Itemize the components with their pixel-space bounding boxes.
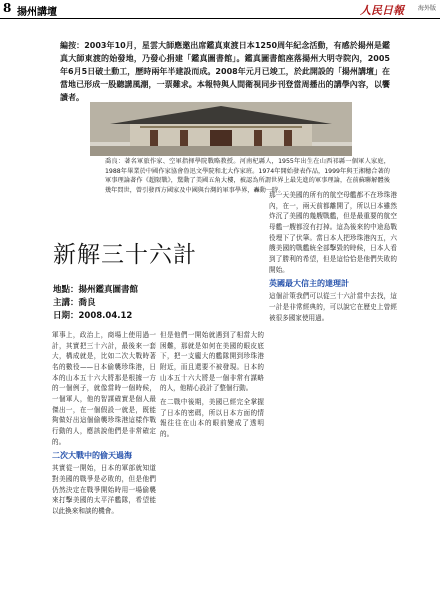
meta-date-value: 2008.04.12 <box>78 311 133 322</box>
author-bio-text: 喬良：著名軍旅作家、空軍指揮學院戰略教授。河南杞縣人，1955年出生在山西祁縣一個軍人家庭，1988年畢業於中國作家協會魯迅文學院和北大作家班。1974年開始發表作品，1999年與王湘穗合著的軍事理論著作《超限戰》，驚動了美國五角大樓，被認為所謂世界上最先進的軍事理論，在前蘇聯解體後幾年問世，曾引發西方國家及中國與台灣的軍事學界，轟動一時。 <box>105 158 390 194</box>
article-meta <box>53 284 138 324</box>
page-number: 8 <box>3 1 12 15</box>
meta-place <box>53 284 138 297</box>
editor-note <box>60 40 390 100</box>
article-column-2 <box>160 330 264 440</box>
column-2-paragraph-2: 在二戰中後期，美國已經完全掌握了日本的密碼，所以日本方面的情報往往在山本的眼前變成了透明的。 <box>160 398 264 439</box>
column-1-paragraph-2: 其實從一開始，日本的軍部就知道對美國的戰爭是必敗的，但是他們仍然決定在戰爭開始時用一場偷襲來打擊美國的太平洋艦隊，希望能以此換來和談的機會。 <box>52 464 156 516</box>
meta-place-value: 揚州鑑真圖書館 <box>78 285 139 295</box>
page-header <box>0 0 440 19</box>
header-rule <box>0 18 440 19</box>
editor-note-text: 編按：2003年10月，星雲大師應邀出席鑑真東渡日本1250周年紀念活動，有感於揚州是鑑真大師東渡的始發地，乃發心捐建「鑑真圖書館」。鑑真圖書館座落揚州大明寺院內，2005年6月5日破土動工，歷時兩年半建設而成。2008年元月已竣工，於此開設的「揚州講壇」在當地已形成一股聽講風潮，一票難求。本報特與人間衛視同步刊登當周播出的講學內容，以饗讀者。 <box>60 41 390 102</box>
column-3-paragraph: 那一天美國的所有的航空母艦都不在珍珠港內，在一，兩天前都離開了，所以日本雖然炸沉了美國的幾艘戰艦，但是最重要的航空母艦一艘都沒有打掉。這為後來的中途島戰役埋下了伏筆。當日本人把珍珠港內五，六艘美國的戰艦統全部擊毀的時候，日本人看到了勝利的希望，但是這恰恰是他們失敗的開始。 <box>269 191 397 274</box>
column-1-subhead: 二次大戰中的偷天過海 <box>52 451 132 461</box>
column-2-paragraph: 但是他們一開始就遇到了相當大的困難，那就是如何在美國的眼皮底下，把一支龐大的艦隊開到珍珠港附近，而且還要不被發現。日本的山本五十六大將是一個非常有謀略的人，他精心設計了整個行動。 <box>160 331 264 393</box>
meta-date-label: 日期： <box>53 311 79 322</box>
meta-date <box>53 310 138 323</box>
meta-speaker-value: 喬良 <box>78 298 96 309</box>
article-title: 新解三十六計 <box>53 242 197 268</box>
column-3-subhead: 英國最大信主的達理計 <box>269 279 349 289</box>
photo-area <box>90 102 352 156</box>
section-name: 揚州講壇 <box>17 7 57 18</box>
publication-name: 人民日報 <box>360 4 404 17</box>
meta-speaker <box>53 297 138 310</box>
publication-edition: 海外版 <box>417 5 436 12</box>
meta-place-label: 地點： <box>53 285 79 295</box>
column-3-paragraph-2: 這個計策我們可以從三十六計當中去找，這一計是非常經典的，可以說它在歷史上曾經被很多國家使用過。 <box>269 292 397 322</box>
hall-photo-image <box>90 102 352 156</box>
hall-photo <box>90 102 352 156</box>
article-column-1 <box>52 330 156 517</box>
column-1-paragraph: 軍事上，政治上，商場上使用過一計，其實把三十六計，最後來一套大，構成就是，比如二次大戰時著名的數役——日本偷襲珍珠港，日本的山本五十六大將那是根據一方的一個例子，就像當時一個時候，一個軍人，他的智謀確實是個人最傑出一，在一個假設一就是，既能夠做好出這個偷襲珍珠港這樣作戰行動的人，應該說他們是非常確定的。 <box>52 331 156 446</box>
article-column-3 <box>269 190 397 323</box>
meta-speaker-label: 主講： <box>53 298 79 309</box>
